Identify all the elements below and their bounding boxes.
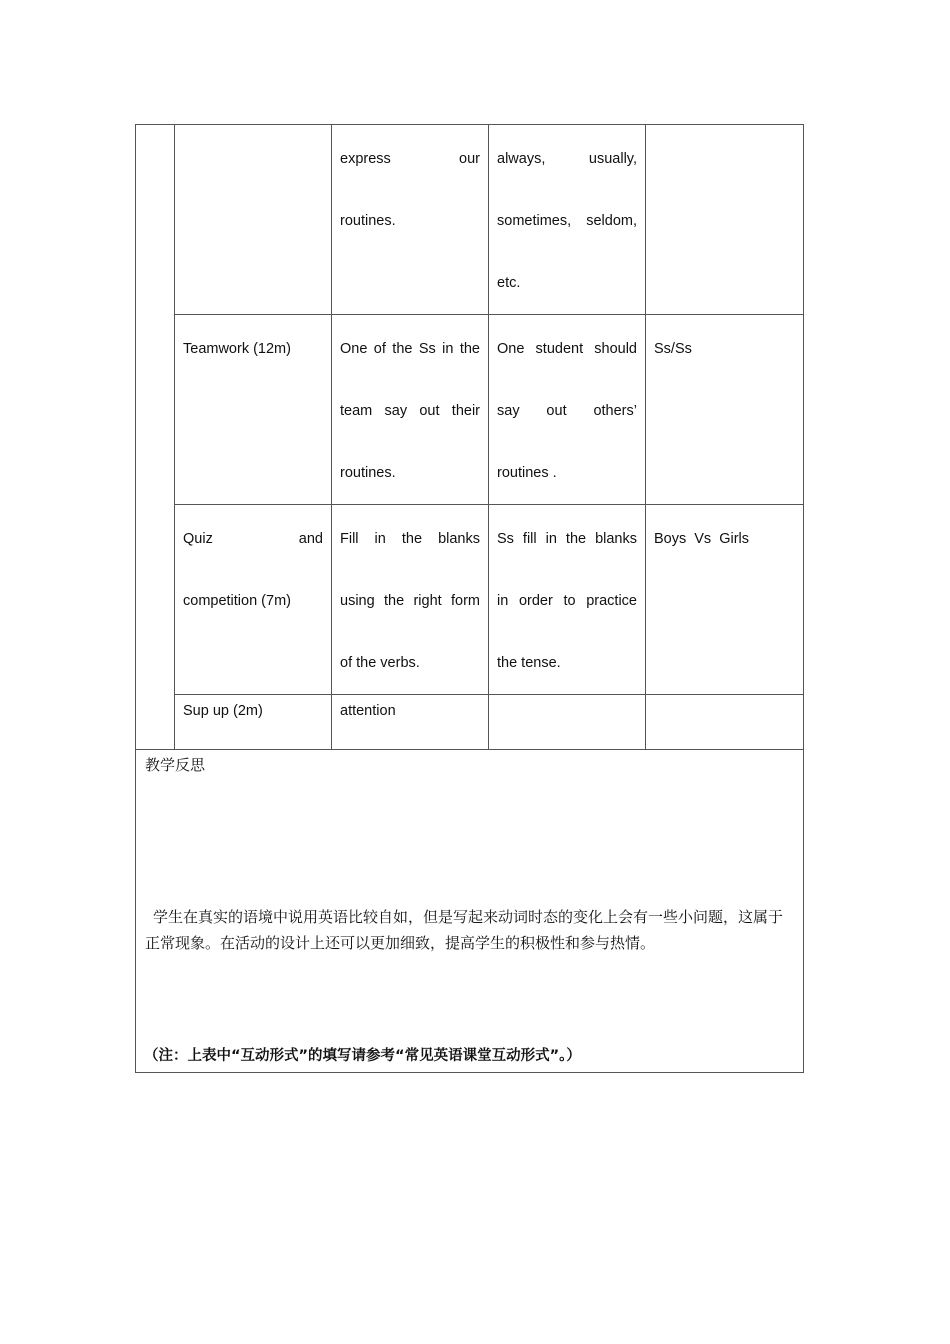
cell-line: Sup up (2m) bbox=[183, 703, 263, 719]
cell-line: routines. bbox=[340, 465, 396, 481]
table-row bbox=[136, 695, 804, 750]
purpose-cell bbox=[332, 315, 489, 505]
cell-line: of the verbs. bbox=[340, 655, 420, 671]
table-row bbox=[136, 505, 804, 695]
table-row bbox=[136, 315, 804, 505]
cell-line: using the right form bbox=[340, 593, 480, 609]
cell-line: One of the Ss in the bbox=[340, 341, 480, 357]
cell-line: etc. bbox=[497, 275, 521, 291]
cell-line: attention bbox=[340, 703, 396, 719]
cell-line: Ss fill in the blanks bbox=[497, 531, 637, 547]
activity-cell bbox=[175, 125, 332, 315]
footnote: （注：上表中“互动形式”的填写请参考“常见英语课堂互动形式”。） bbox=[144, 1048, 581, 1064]
cell-line: always, usually, bbox=[497, 151, 637, 167]
activity-cell bbox=[175, 695, 332, 750]
activity-cell bbox=[175, 505, 332, 695]
student-activity-cell bbox=[489, 695, 646, 750]
cell-line: say out others’ bbox=[497, 403, 637, 419]
activity-cell bbox=[175, 315, 332, 505]
cell-line: Teamwork (12m) bbox=[183, 341, 291, 357]
interaction-cell bbox=[646, 125, 804, 315]
reflection-row bbox=[136, 750, 804, 1073]
reflection-cell bbox=[136, 750, 804, 1073]
cell-line: One student should bbox=[497, 341, 637, 357]
stage-cell bbox=[136, 125, 175, 750]
purpose-cell bbox=[332, 125, 489, 315]
cell-line: routines . bbox=[497, 465, 557, 481]
interaction-cell bbox=[646, 695, 804, 750]
cell-line: the tense. bbox=[497, 655, 561, 671]
student-activity-cell bbox=[489, 505, 646, 695]
purpose-cell bbox=[332, 695, 489, 750]
student-activity-cell bbox=[489, 125, 646, 315]
cell-line: competition (7m) bbox=[183, 593, 291, 609]
cell-line: team say out their bbox=[340, 403, 480, 419]
table-row bbox=[136, 125, 804, 315]
reflection-body: 学生在真实的语境中说用英语比较自如，但是写起来动词时态的变化上会有一些小问题，这属于正常现象。在活动的设计上还可以更加细致，提高学生的积极性和参与热情。 bbox=[145, 908, 784, 952]
cell-line: in order to practice bbox=[497, 593, 637, 609]
cell-line: routines. bbox=[340, 213, 396, 229]
cell-line: Fill in the blanks bbox=[340, 531, 480, 547]
lesson-plan-table bbox=[135, 124, 804, 1073]
reflection-title: 教学反思 bbox=[145, 756, 206, 774]
cell-line: express our bbox=[340, 151, 480, 167]
interaction-cell: Boys Vs Girls bbox=[646, 505, 804, 695]
student-activity-cell bbox=[489, 315, 646, 505]
purpose-cell bbox=[332, 505, 489, 695]
interaction-cell: Ss/Ss bbox=[646, 315, 804, 505]
cell-line: Quiz and bbox=[183, 531, 323, 547]
cell-line: sometimes, seldom, bbox=[497, 213, 637, 229]
